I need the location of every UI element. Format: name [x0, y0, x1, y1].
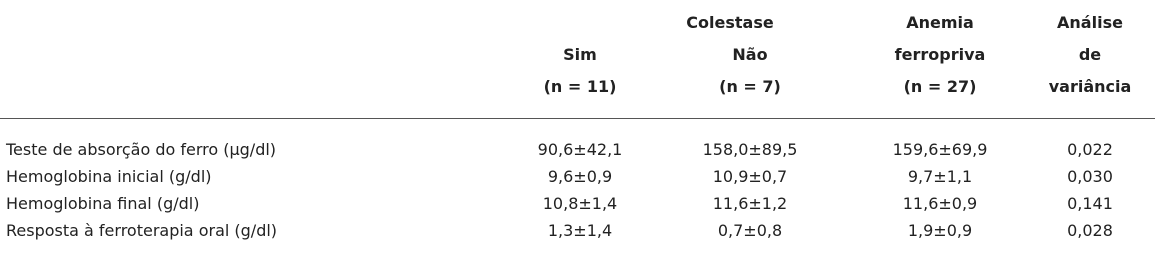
cell-anemia: 159,6±69,9 [892, 140, 988, 159]
row-label: Resposta à ferroterapia oral (g/dl) [6, 221, 278, 240]
cell-colestase-sim: 10,8±1,4 [542, 194, 618, 213]
table-row [0, 136, 1155, 163]
header-analise-line1: Análise [1057, 13, 1123, 32]
header-sim: Sim [563, 45, 597, 64]
table-row [0, 163, 1155, 190]
cell-anemia: 9,7±1,1 [907, 167, 973, 186]
cell-colestase-nao: 158,0±89,5 [702, 140, 798, 159]
header-nao-n: (n = 7) [719, 77, 781, 96]
row-label: Hemoglobina final (g/dl) [6, 194, 200, 213]
cell-analise: 0,022 [1067, 140, 1113, 159]
header-colestase: Colestase [686, 13, 774, 32]
header-anemia-n: (n = 27) [903, 77, 977, 96]
header-analise-line3: variância [1048, 77, 1132, 96]
header-nao: Não [732, 45, 768, 64]
cell-analise: 0,030 [1067, 167, 1113, 186]
cell-anemia: 11,6±0,9 [902, 194, 978, 213]
header-analise-line2: de [1078, 45, 1102, 64]
row-label: Teste de absorção do ferro (µg/dl) [6, 140, 277, 159]
cell-analise: 0,141 [1067, 194, 1113, 213]
cell-colestase-sim: 9,6±0,9 [547, 167, 613, 186]
cell-analise: 0,028 [1067, 221, 1113, 240]
cell-colestase-nao: 10,9±0,7 [712, 167, 788, 186]
cell-colestase-nao: 0,7±0,8 [717, 221, 783, 240]
cell-anemia: 1,9±0,9 [907, 221, 973, 240]
header-divider [0, 118, 1155, 119]
header-sim-n: (n = 11) [543, 77, 617, 96]
row-label: Hemoglobina inicial (g/dl) [6, 167, 212, 186]
cell-colestase-nao: 11,6±1,2 [712, 194, 788, 213]
header-anemia-line1: Anemia [906, 13, 974, 32]
cell-colestase-sim: 1,3±1,4 [547, 221, 613, 240]
header-anemia-line2: ferropriva [894, 45, 986, 64]
cell-colestase-sim: 90,6±42,1 [537, 140, 623, 159]
table-row [0, 217, 1155, 244]
table-row [0, 190, 1155, 217]
